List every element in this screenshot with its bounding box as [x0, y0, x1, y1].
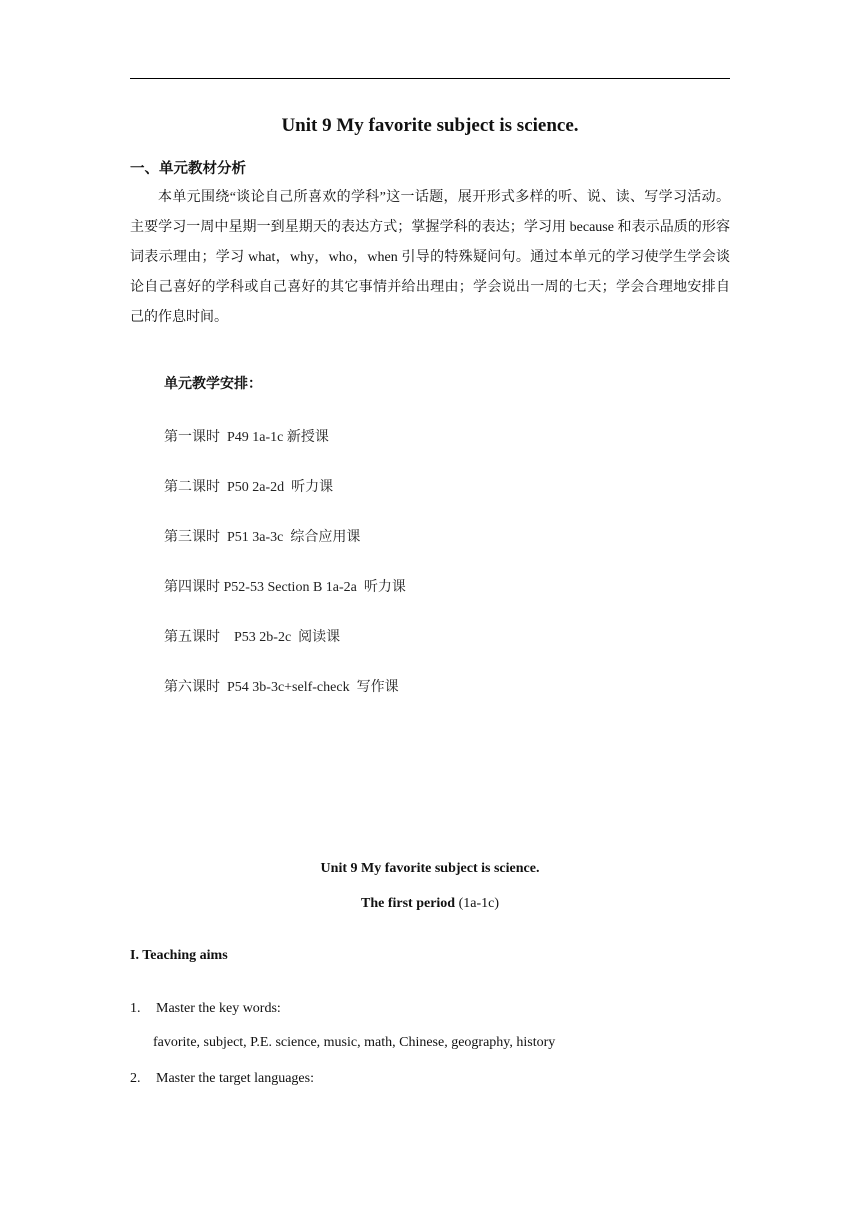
section-heading-analysis: 一、单元教材分析: [130, 161, 246, 177]
arrangement-heading: 单元教学安排：: [164, 377, 262, 392]
key-words-list: favorite, subject, P.E. science, music, math, Chinese, geography, history: [153, 1035, 556, 1050]
unit-subtitle: Unit 9 My favorite subject is science.: [320, 861, 540, 876]
period-title: [130, 896, 730, 912]
lesson-item: 第三课时 P51 3a-3c 综合应用课: [164, 530, 361, 545]
period-label: The first period: [360, 896, 456, 911]
list-number: 2.: [130, 1071, 141, 1086]
lesson-item: 第五课时 P53 2b-2c 阅读课: [164, 630, 341, 645]
lesson-item: 第二课时 P50 2a-2d 听力课: [164, 480, 334, 495]
unit-title: Unit 9 My favorite subject is science.: [281, 115, 579, 136]
analysis-paragraph: 本单元围绕“谈论自己所喜欢的学科”这一话题，展开形式多样的听、说、读、写学习活动。主要学习一周中星期一到星期天的表达方式；掌握学科的表达；学习用 because 和表示品质的形容词表示理由；学习 what，why，who，when 引导的特殊疑问句。通过本单元的学习使学生学会谈论自己喜好的学科或自己喜好的其它事情并给出理由；学会说出一周的七天；学会合理地安排自己的作息时间。: [130, 190, 730, 325]
list-item-text: Master the target languages:: [156, 1071, 314, 1086]
lesson-item: 第六课时 P54 3b-3c+self-check 写作课: [164, 680, 399, 695]
period-range: (1a-1c): [455, 896, 500, 911]
lesson-item: 第四课时 P52-53 Section B 1a-2a 听力课: [164, 580, 406, 595]
lesson-item: 第一课时 P49 1a-1c 新授课: [164, 430, 329, 445]
teaching-aims-heading: I. Teaching aims: [130, 948, 228, 963]
list-item-text: Master the key words:: [156, 1001, 281, 1016]
header-rule: [130, 78, 730, 79]
list-number: 1.: [130, 1001, 141, 1016]
